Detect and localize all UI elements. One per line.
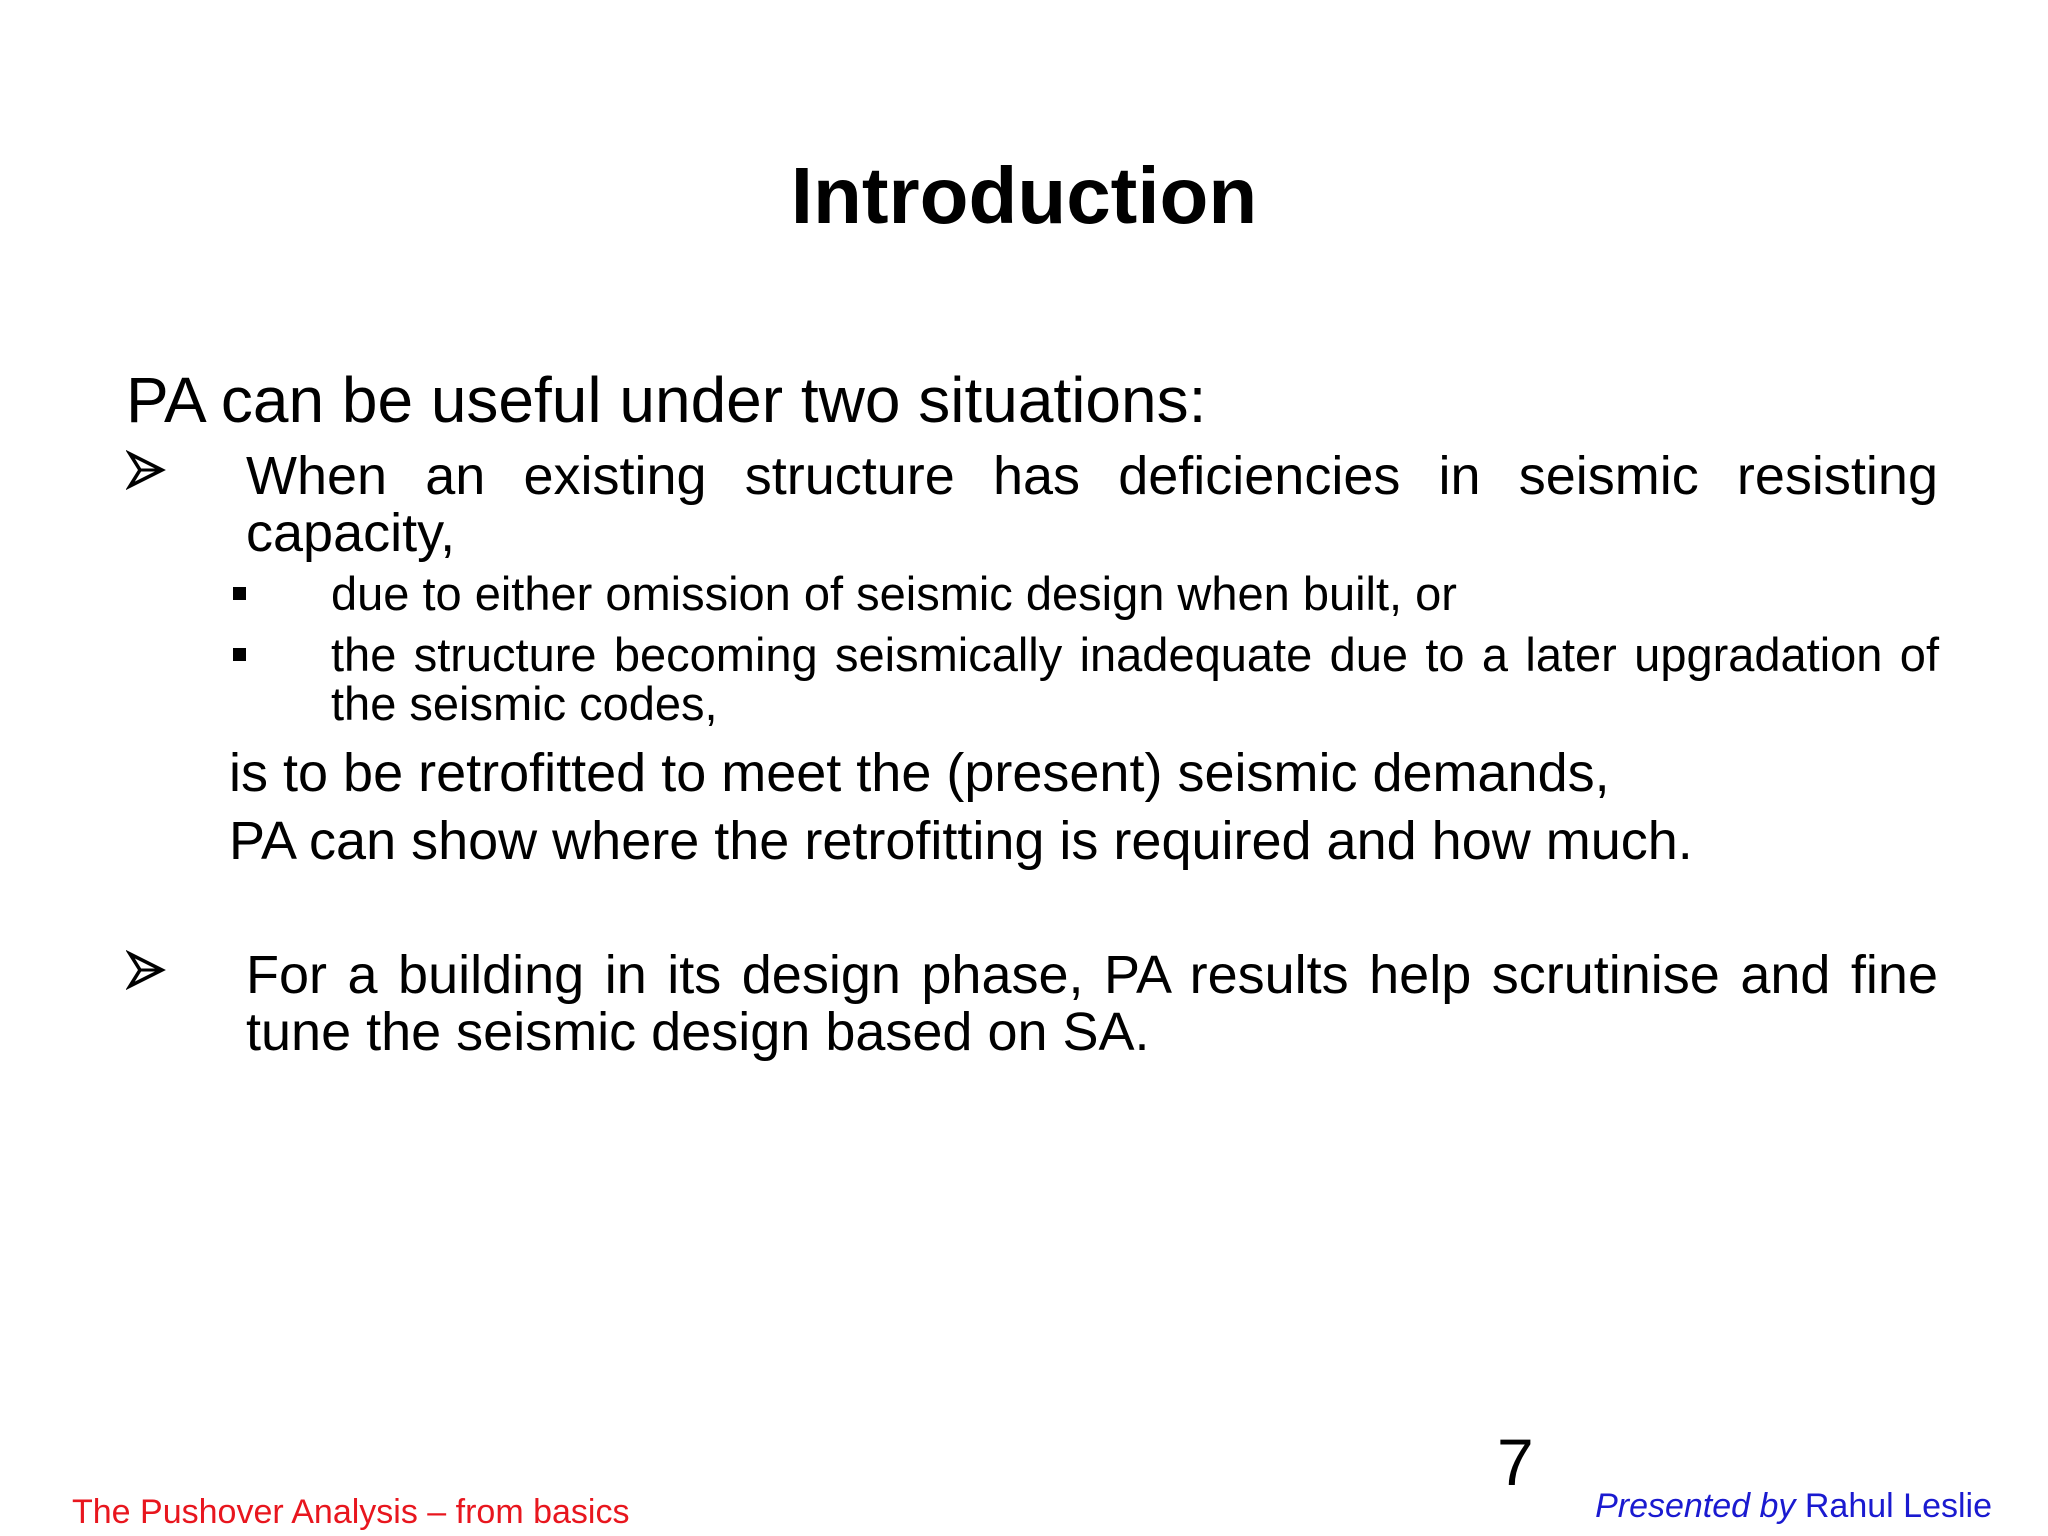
footer-title: The Pushover Analysis – from basics — [72, 1493, 630, 1531]
square-bullet-icon — [233, 648, 246, 661]
sub-bullet-text: due to either omission of seismic design when built, or — [331, 567, 1457, 620]
footer-presenter — [1595, 1486, 1992, 1526]
bullet-text: When an existing structure has deficiencies in seismic resisting capacity, — [246, 446, 1938, 563]
presented-by-label: Presented by — [1595, 1487, 1796, 1525]
arrowhead-bullet-icon — [126, 450, 170, 494]
square-bullet-icon — [233, 587, 246, 600]
slide-title: Introduction — [790, 151, 1258, 240]
arrowhead-bullet-icon — [126, 950, 170, 994]
continuation-line: is to be retrofitted to meet the (present) seismic demands, — [229, 743, 1610, 803]
sub-bullet-text: the structure becoming seismically inadequate due to a later upgradation of the seismic codes, — [331, 628, 1939, 730]
continuation-line: PA can show where the retrofitting is required and how much. — [229, 811, 1693, 871]
presenter-name: Rahul Leslie — [1804, 1487, 1992, 1525]
intro-text: PA can be useful under two situations: — [126, 364, 1207, 436]
page-number: 7 — [1497, 1425, 1534, 1499]
bullet-text: For a building in its design phase, PA results help scrutinise and fine tune the seismic design based on SA. — [246, 945, 1938, 1062]
